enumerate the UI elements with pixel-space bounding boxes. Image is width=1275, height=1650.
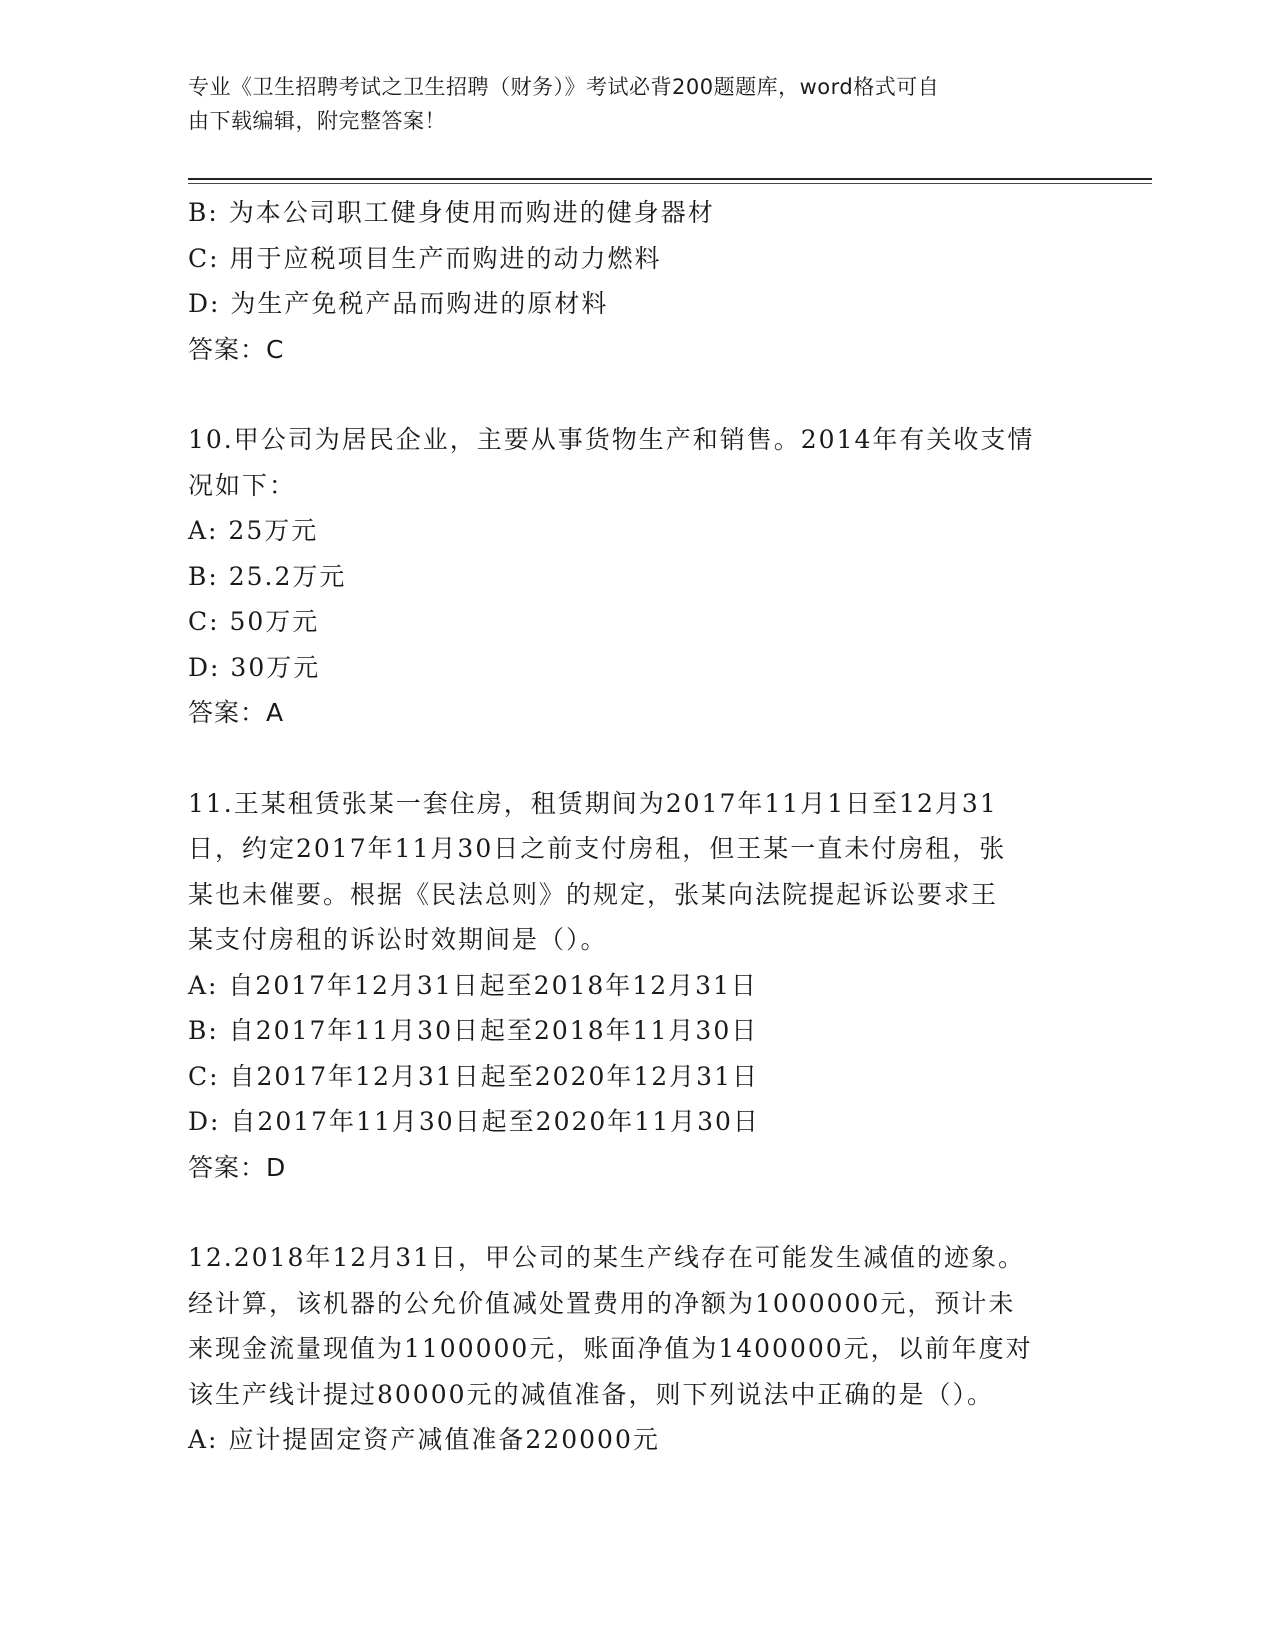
- answer: 答案：A: [188, 698, 285, 727]
- option-c: C: 50万元: [188, 607, 320, 636]
- answer: 答案：D: [188, 1152, 287, 1182]
- question-9: [188, 190, 1128, 372]
- question-stem: 况如下：: [188, 470, 297, 500]
- header-line: 专业《卫生招聘考试之卫生招聘（财务）》考试必背200题题库，word格式可自: [188, 75, 940, 99]
- question-stem: 12.2018年12月31日，甲公司的某生产线存在可能发生减值的迹象。: [188, 1243, 1026, 1272]
- question-stem: 该生产线计提过80000元的减值准备，则下列说法中正确的是（）。: [188, 1379, 995, 1409]
- question-10: [188, 417, 1128, 736]
- option-d: D: 自2017年11月30日起至2020年11月30日: [188, 1107, 760, 1136]
- header-divider: [188, 183, 1152, 184]
- document-header: [188, 70, 1088, 138]
- question-stem: 来现金流量现值为1100000元，账面净值为1400000元，以前年度对: [188, 1334, 1033, 1363]
- answer: 答案：C: [188, 334, 285, 364]
- header-divider: [188, 178, 1152, 180]
- question-stem: 日，约定2017年11月30日之前支付房租，但王某一直未付房租，张: [188, 834, 1007, 863]
- option-b: B: 25.2万元: [188, 561, 347, 591]
- option-d: D: 为生产免税产品而购进的原材料: [188, 289, 609, 318]
- question-stem: 11.王某租赁张某一套住房，租赁期间为2017年11月1日至12月31: [188, 788, 998, 818]
- question-stem: 10.甲公司为居民企业，主要从事货物生产和销售。2014年有关收支情: [188, 425, 1035, 454]
- question-12: [188, 1235, 1128, 1463]
- option-b: B: 自2017年11月30日起至2018年11月30日: [188, 1016, 759, 1045]
- question-list: [188, 190, 1128, 1463]
- question-11: [188, 781, 1128, 1191]
- option-a: A: 25万元: [188, 516, 319, 545]
- option-b: B: 为本公司职工健身使用而购进的健身器材: [188, 198, 715, 227]
- question-stem: 经计算，该机器的公允价值减处置费用的净额为1000000元，预计未: [188, 1288, 1016, 1318]
- option-c: C: 用于应税项目生产而购进的动力燃料: [188, 243, 662, 273]
- question-stem: 某支付房租的诉讼时效期间是（）。: [188, 925, 608, 954]
- question-stem: 某也未催要。根据《民法总则》的规定，张某向法院提起诉讼要求王: [188, 879, 999, 909]
- option-a: A: 自2017年12月31日起至2018年12月31日: [188, 970, 758, 1000]
- header-line: 由下载编辑，附完整答案！: [188, 109, 446, 133]
- option-c: C: 自2017年12月31日起至2020年12月31日: [188, 1061, 759, 1091]
- option-d: D: 30万元: [188, 652, 321, 682]
- option-a: A: 应计提固定资产减值准备220000元: [188, 1425, 660, 1454]
